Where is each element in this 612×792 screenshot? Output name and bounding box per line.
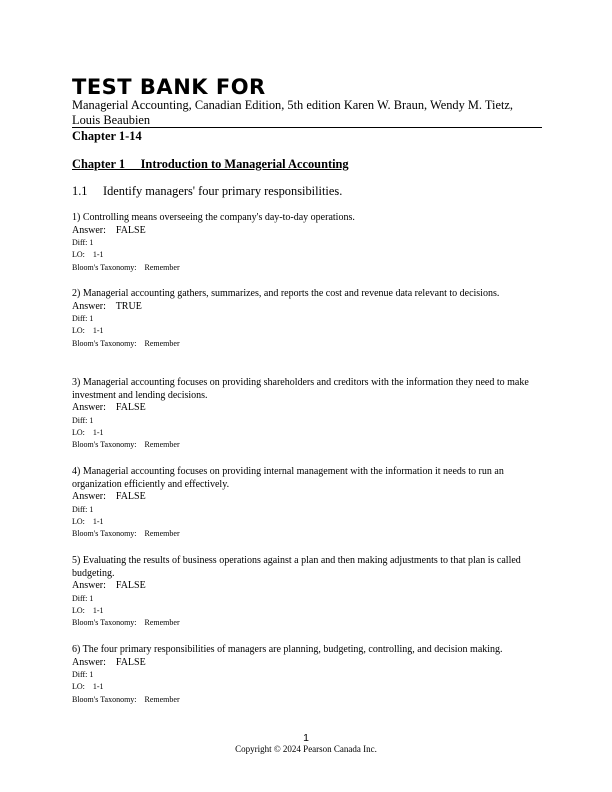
question-difficulty: Diff: 1 xyxy=(72,314,94,323)
question-item xyxy=(72,288,544,350)
question-item xyxy=(72,377,544,451)
question-answer: Answer: TRUE xyxy=(72,300,142,312)
question-difficulty: Diff: 1 xyxy=(72,670,94,679)
learning-objective: 1.1 Identify managers' four primary responsibilities. xyxy=(72,184,343,198)
question-answer: Answer: FALSE xyxy=(72,402,146,413)
question-bloom: Bloom's Taxonomy: Remember xyxy=(72,262,180,272)
page-number: 1 xyxy=(303,732,309,744)
document-title: TEST BANK FOR xyxy=(72,75,266,99)
question-answer: Answer: FALSE xyxy=(72,491,146,502)
question-bloom: Bloom's Taxonomy: Remember xyxy=(72,338,180,348)
question-text: 6) The four primary responsibilities of managers are planning, budgeting, controlling, and decision making. xyxy=(72,644,503,655)
chapter-heading: Chapter 1 Introduction to Managerial Accounting xyxy=(72,157,349,171)
question-bloom: Bloom's Taxonomy: Remember xyxy=(72,529,180,539)
question-text: 5) Evaluating the results of business operations against a plan and then making adjustments to that plan is called budgeting. xyxy=(72,555,521,579)
question-difficulty: Diff: 1 xyxy=(72,238,94,247)
question-bloom: Bloom's Taxonomy: Remember xyxy=(72,440,180,450)
question-bloom: Bloom's Taxonomy: Remember xyxy=(72,694,180,704)
question-lo: LO: 1-1 xyxy=(72,605,104,615)
question-item xyxy=(72,644,544,706)
book-subtitle: Managerial Accounting, Canadian Edition, 5th edition Karen W. Braun, Wendy M. Tietz, Louis Beaubien xyxy=(72,98,513,127)
question-difficulty: Diff: 1 xyxy=(72,593,94,603)
question-text: 2) Managerial accounting gathers, summarizes, and reports the cost and revenue data relevant to decisions. xyxy=(72,288,500,299)
question-bloom: Bloom's Taxonomy: Remember xyxy=(72,618,180,628)
header-divider xyxy=(72,127,542,128)
chapters-range: Chapter 1-14 xyxy=(72,129,142,143)
question-text: 4) Managerial accounting focuses on providing internal management with the information it needs to run an organization efficiently and effectively. xyxy=(72,466,504,490)
question-answer: Answer: FALSE xyxy=(72,224,146,236)
question-lo: LO: 1-1 xyxy=(72,516,104,526)
question-lo: LO: 1-1 xyxy=(72,682,104,692)
copyright-notice: Copyright © 2024 Pearson Canada Inc. xyxy=(235,744,377,754)
question-item xyxy=(72,555,544,629)
question-lo: LO: 1-1 xyxy=(72,250,104,260)
question-answer: Answer: FALSE xyxy=(72,580,146,591)
question-text: 1) Controlling means overseeing the company's day-to-day operations. xyxy=(72,212,355,223)
question-difficulty: Diff: 1 xyxy=(72,415,94,425)
question-item xyxy=(72,212,544,274)
question-item xyxy=(72,466,544,540)
question-text: 3) Managerial accounting focuses on providing shareholders and creditors with the information they need to make investment and lending decisions. xyxy=(72,377,529,401)
question-difficulty: Diff: 1 xyxy=(72,504,94,514)
question-answer: Answer: FALSE xyxy=(72,656,146,668)
question-lo: LO: 1-1 xyxy=(72,427,104,437)
question-lo: LO: 1-1 xyxy=(72,326,104,336)
